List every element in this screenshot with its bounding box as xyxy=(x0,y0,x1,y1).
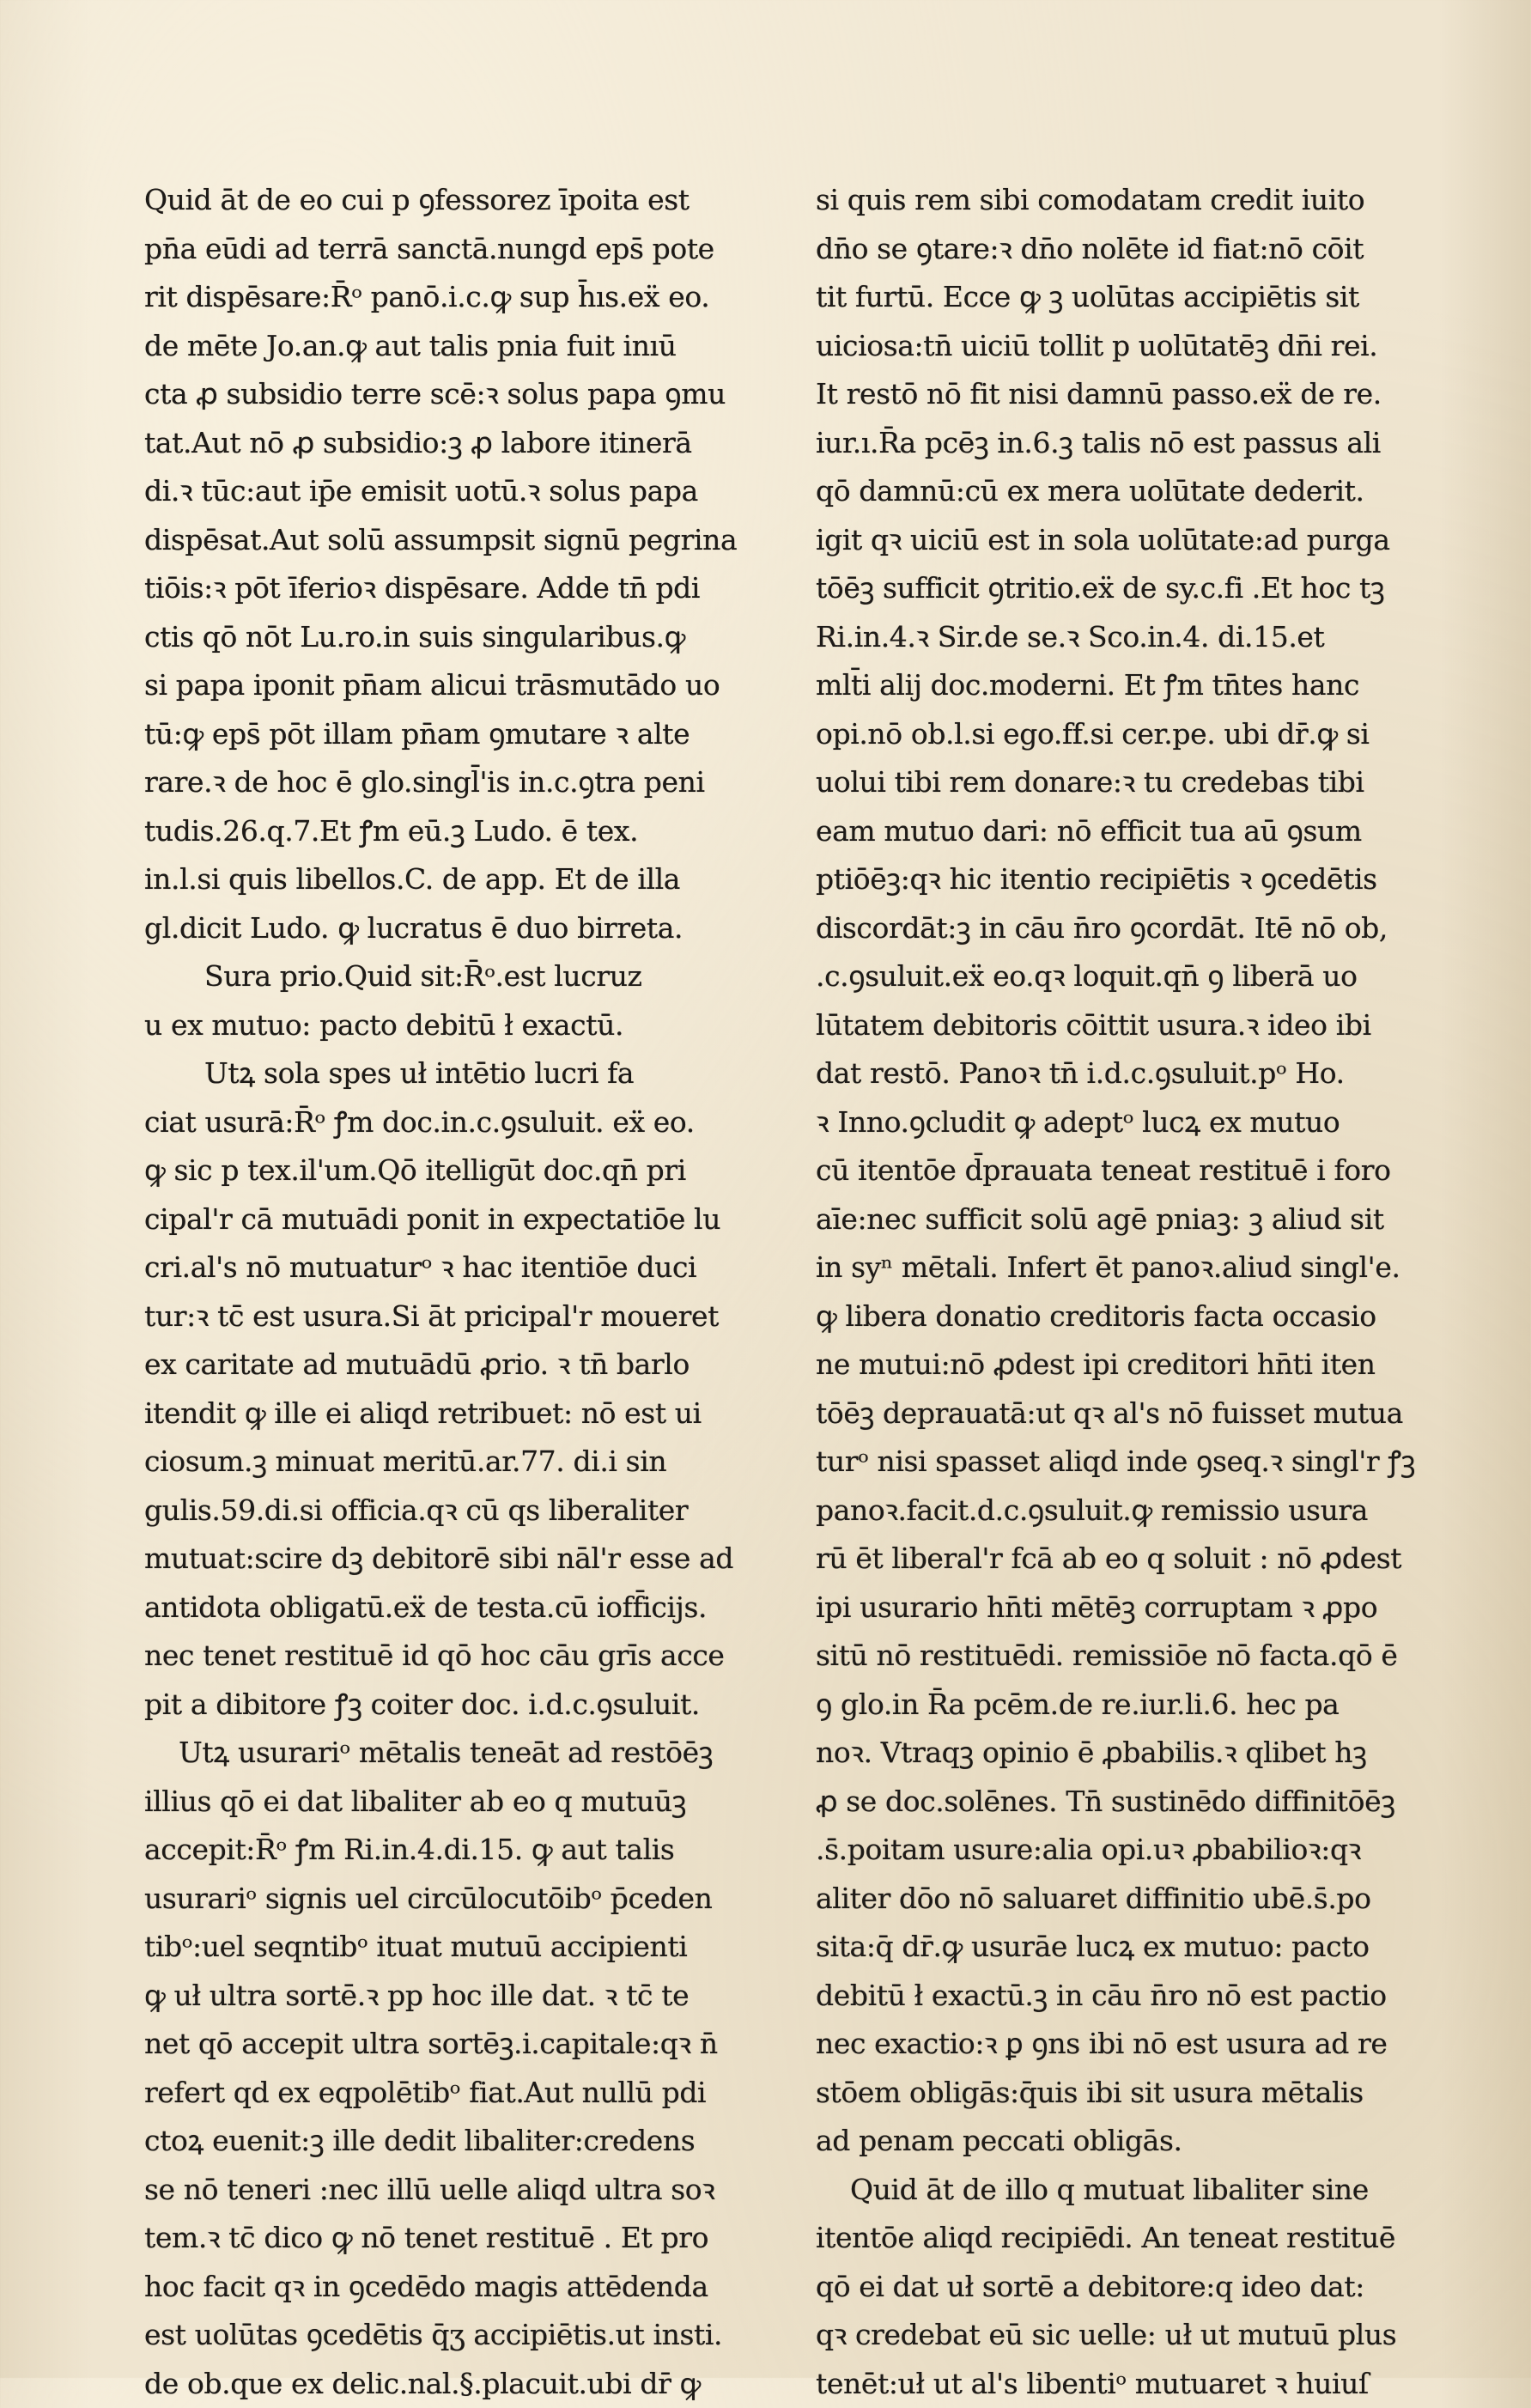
text-line: Quid āt de eo cui p ꝯfessorez īpoita est xyxy=(144,176,784,225)
text-line: itentōe aliqd recipiēdi. An teneat restituē xyxy=(816,2214,1417,2263)
text-line: opi.nō ob.l.si ego.ff.si cer.pe. ubi dr̄.ꝙ si xyxy=(816,710,1417,759)
text-line: cri.al's nō mutuaturᵒ ꝛ hac itentiōe duci xyxy=(144,1244,784,1292)
text-line: uolui tibi rem donare:ꝛ tu credebas tibi xyxy=(816,758,1417,807)
text-line: .c.ꝯsuluit.eẍ eo.qꝛ loquit.qn̄ ꝯ liberā uo xyxy=(816,952,1417,1001)
text-line: in.l.si quis libellos.C. de app. Et de illa xyxy=(144,855,784,904)
text-line: ꝙ sic p tex.il'um.Qō itelligūt doc.qn̄ pri xyxy=(144,1146,784,1195)
text-line: qō ei dat uł sortē a debitore:q ideo dat: xyxy=(816,2263,1417,2312)
text-line: antidota obligatū.eẍ de testa.cū ioff̄icijs. xyxy=(144,1584,784,1633)
text-line: rare.ꝛ de hoc ē glo.singl̄'is in.c.ꝯtra peni xyxy=(144,758,784,807)
text-line: pit a dibitore ꝭꝫ coiter doc. i.d.c.ꝯsuluit. xyxy=(144,1681,784,1730)
text-line: in syⁿ mētali. Infert ēt panoꝛ.aliud singl'e. xyxy=(816,1244,1417,1292)
text-line: di.ꝛ tūc:aut ip̄e emisit uotū.ꝛ solus papa xyxy=(144,467,784,516)
text-line: tibᵒ:uel seqntibᵒ ituat mutuū accipienti xyxy=(144,1923,784,1972)
text-line: tit furtū. Ecce ꝙ ꝫ uolūtas accipiētis sit xyxy=(816,273,1417,322)
text-line: turᵒ nisi spasset aliqd inde ꝯseq.ꝛ singl'r ꝭꝫ xyxy=(816,1438,1417,1487)
left-text-column xyxy=(144,176,784,2408)
text-line: Quid āt de illo q mutuat libaliter sine xyxy=(816,2166,1417,2215)
text-line: dn̄o se ꝯtare:ꝛ dn̄o nolēte id fiat:nō cōit xyxy=(816,225,1417,274)
text-line: net qō accepit ultra sortēꝫ.i.capitale:qꝛ n̄ xyxy=(144,2020,784,2069)
text-line: ꝓ se doc.solēnes. Tn̄ sustinēdo diffinitōēꝫ xyxy=(816,1778,1417,1827)
text-line: gl.dicit Ludo. ꝙ lucratus ē duo birreta. xyxy=(144,904,784,953)
text-line: nec tenet restituē id qō hoc cāu grīs acce xyxy=(144,1632,784,1681)
text-line: igit qꝛ uiciū est in sola uolūtate:ad purga xyxy=(816,516,1417,565)
text-line: tōēꝫ sufficit ꝯtritio.eẍ de sy.c.fi .Et hoc tꝫ xyxy=(816,564,1417,613)
text-line: usurariᵒ signis uel circūlocutōibᵒ p̄ceden xyxy=(144,1875,784,1924)
text-line: aīe:nec sufficit solū agē pniaꝫ: ꝫ aliud sit xyxy=(816,1195,1417,1244)
text-line: discordāt:ꝫ in cāu n̄ro ꝯcordāt. Itē nō ob, xyxy=(816,904,1417,953)
text-line: cta ꝓ subsidio terre scē:ꝛ solus papa ꝯmu xyxy=(144,370,784,419)
text-line: nec exactio:ꝛ ꝑ ꝯns ibi nō est usura ad re xyxy=(816,2020,1417,2069)
text-line: noꝛ. Vtraqꝫ opinio ē ꝓbabilis.ꝛ qlibet hꝫ xyxy=(816,1729,1417,1778)
text-line: tur:ꝛ tc̄ est usura.Si āt pricipal'r moueret xyxy=(144,1292,784,1341)
text-line: debitū ł exactū.ꝫ in cāu n̄ro nō est pactio xyxy=(816,1972,1417,2021)
text-line: dispēsat.Aut solū assumpsit signū pegrina xyxy=(144,516,784,565)
text-line: Ri.in.4.ꝛ Sir.de se.ꝛ Sco.in.4. di.15.et xyxy=(816,613,1417,662)
text-line: itendit ꝙ ille ei aliqd retribuet: nō est ui xyxy=(144,1389,784,1438)
text-line: sita:q̄ dr̄.ꝙ usurāe lucꝝ ex mutuo: pacto xyxy=(816,1923,1417,1972)
text-line: ptiōēꝫ:qꝛ hic itentio recipiētis ꝛ ꝯcedētis xyxy=(816,855,1417,904)
text-line: ciat usurā:R̄ᵒ ꝭm doc.in.c.ꝯsuluit. eẍ eo. xyxy=(144,1098,784,1147)
text-line: tat.Aut nō ꝓ subsidio:ꝫ ꝓ labore itinerā xyxy=(144,419,784,468)
text-line: ciosum.ꝫ minuat meritū.ar.77. di.i sin xyxy=(144,1438,784,1487)
text-line: se nō teneri :nec illū uelle aliqd ultra soꝛ xyxy=(144,2166,784,2215)
text-line: tōēꝫ deprauatā:ut qꝛ al's nō fuisset mutua xyxy=(816,1389,1417,1438)
text-line: hoc facit qꝛ in ꝯcedēdo magis attēdenda xyxy=(144,2263,784,2312)
text-line: tū:ꝙ eps̄ pōt illam pn̄am ꝯmutare ꝛ alte xyxy=(144,710,784,759)
text-line: ctis qō nōt Lu.ro.in suis singularibus.ꝙ xyxy=(144,613,784,662)
text-line: rū ēt liberal'r fcā ab eo q soluit : nō ꝓdest xyxy=(816,1535,1417,1584)
text-line: qō damnū:cū ex mera uolūtate dederit. xyxy=(816,467,1417,516)
text-line: tiōis:ꝛ pōt īferioꝛ dispēsare. Adde tn̄ pdi xyxy=(144,564,784,613)
text-line: gulis.59.di.si officia.qꝛ cū qs liberaliter xyxy=(144,1487,784,1535)
text-line: lūtatem debitoris cōittit usura.ꝛ ideo ibi xyxy=(816,1001,1417,1050)
text-line: aliter dōo nō saluaret diffinitio ubē.s̄.po xyxy=(816,1875,1417,1924)
text-line: dat restō. Panoꝛ tn̄ i.d.c.ꝯsuluit.pᵒ Ho. xyxy=(816,1049,1417,1098)
text-line: Utꝝ sola spes uł intētio lucri fa xyxy=(144,1049,784,1098)
text-line: iur.ı.R̄a pcēꝫ in.6.ꝫ talis nō est passus ali xyxy=(816,419,1417,468)
text-line: cū itentōe d̄prauata teneat restituē i foro xyxy=(816,1146,1417,1195)
text-line: tenēt:uł ut al's libentiᵒ mutuaret ꝛ huiuſ xyxy=(816,2360,1417,2408)
text-line: est uolūtas ꝯcedētis q̄ʒ accipiētis.ut insti. xyxy=(144,2311,784,2360)
text-line: Sura prio.Quid sit:R̄ᵒ.est lucruz xyxy=(144,952,784,1001)
text-line: accepit:R̄ᵒ ꝭm Ri.in.4.di.15. ꝙ aut talis xyxy=(144,1826,784,1875)
text-line: qꝛ credebat eū sic uelle: uł ut mutuū plus xyxy=(816,2311,1417,2360)
text-line: tem.ꝛ tc̄ dico ꝙ nō tenet restituē . Et pro xyxy=(144,2214,784,2263)
text-line: ne mutui:nō ꝓdest ipi creditori hn̄ti iten xyxy=(816,1341,1417,1389)
text-line: rit dispēsare:R̄ᵒ panō.i.c.ꝙ sup h̄ıs.eẍ eo. xyxy=(144,273,784,322)
text-line: refert qd ex eqpolētibᵒ fiat.Aut nullū pdi xyxy=(144,2069,784,2118)
text-line: cipal'r cā mutuādi ponit in expectatiōe lu xyxy=(144,1195,784,1244)
text-line: si quis rem sibi comodatam credit iuito xyxy=(816,176,1417,225)
right-text-column xyxy=(816,176,1417,2408)
text-line: eam mutuo dari: nō efficit tua aū ꝯsum xyxy=(816,807,1417,856)
text-line: Utꝝ usurariᵒ mētalis teneāt ad restōēꝫ xyxy=(144,1729,784,1778)
text-line: It restō nō fit nisi damnū passo.eẍ de re. xyxy=(816,370,1417,419)
text-line: ad penam peccati obligās. xyxy=(816,2117,1417,2166)
text-line: .s̄.poitam usure:alia opi.uꝛ ꝓbabilioꝛ:qꝛ xyxy=(816,1826,1417,1875)
text-line: u ex mutuo: pacto debitū ł exactū. xyxy=(144,1001,784,1050)
text-line: sitū nō restituēdi. remissiōe nō facta.qō ē xyxy=(816,1632,1417,1681)
text-line: ipi usurario hn̄ti mētēꝫ corruptam ꝛ ꝓpo xyxy=(816,1584,1417,1633)
text-line: illius qō ei dat libaliter ab eo q mutuūꝫ xyxy=(144,1778,784,1827)
text-line: uiciosa:tn̄ uiciū tollit p uolūtatēꝫ dn̄i rei. xyxy=(816,322,1417,371)
text-line: mlt̄i alij doc.moderni. Et ꝭm tn̄tes hanc xyxy=(816,661,1417,710)
text-line: ex caritate ad mutuādū ꝓrio. ꝛ tn̄ barlo xyxy=(144,1341,784,1389)
text-line: ꝙ libera donatio creditoris facta occasio xyxy=(816,1292,1417,1341)
text-line: panoꝛ.facit.d.c.ꝯsuluit.ꝙ remissio usura xyxy=(816,1487,1417,1535)
text-line: pn̄a eūdi ad terrā sanctā.nungd eps̄ pote xyxy=(144,225,784,274)
text-line: ꝙ uł ultra sortē.ꝛ pp hoc ille dat. ꝛ tc̄ te xyxy=(144,1972,784,2021)
text-line: stōem obligās:q̄uis ibi sit usura mētalis xyxy=(816,2069,1417,2118)
text-line: de ob.que ex delic.nal.§.placuit.ubi dr̄ ꝙ xyxy=(144,2360,784,2408)
text-line: de mēte Jo.an.ꝙ aut talis pnia fuit inıū xyxy=(144,322,784,371)
text-line: mutuat:scire dꝫ debitorē sibi nāl'r esse ad xyxy=(144,1535,784,1584)
text-line: si papa iponit pn̄am alicui trāsmutādo uo xyxy=(144,661,784,710)
text-line: ctoꝝ euenit:ꝫ ille dedit libaliter:credens xyxy=(144,2117,784,2166)
text-line: tudis.26.q.7.Et ꝭm eū.ꝫ Ludo. ē tex. xyxy=(144,807,784,856)
text-line: ꝛ Inno.ꝯcludit ꝙ adeptᵒ lucꝝ ex mutuo xyxy=(816,1098,1417,1147)
text-line: ꝯ glo.in R̄a pcēm.de re.iur.li.6. hec pa xyxy=(816,1681,1417,1730)
